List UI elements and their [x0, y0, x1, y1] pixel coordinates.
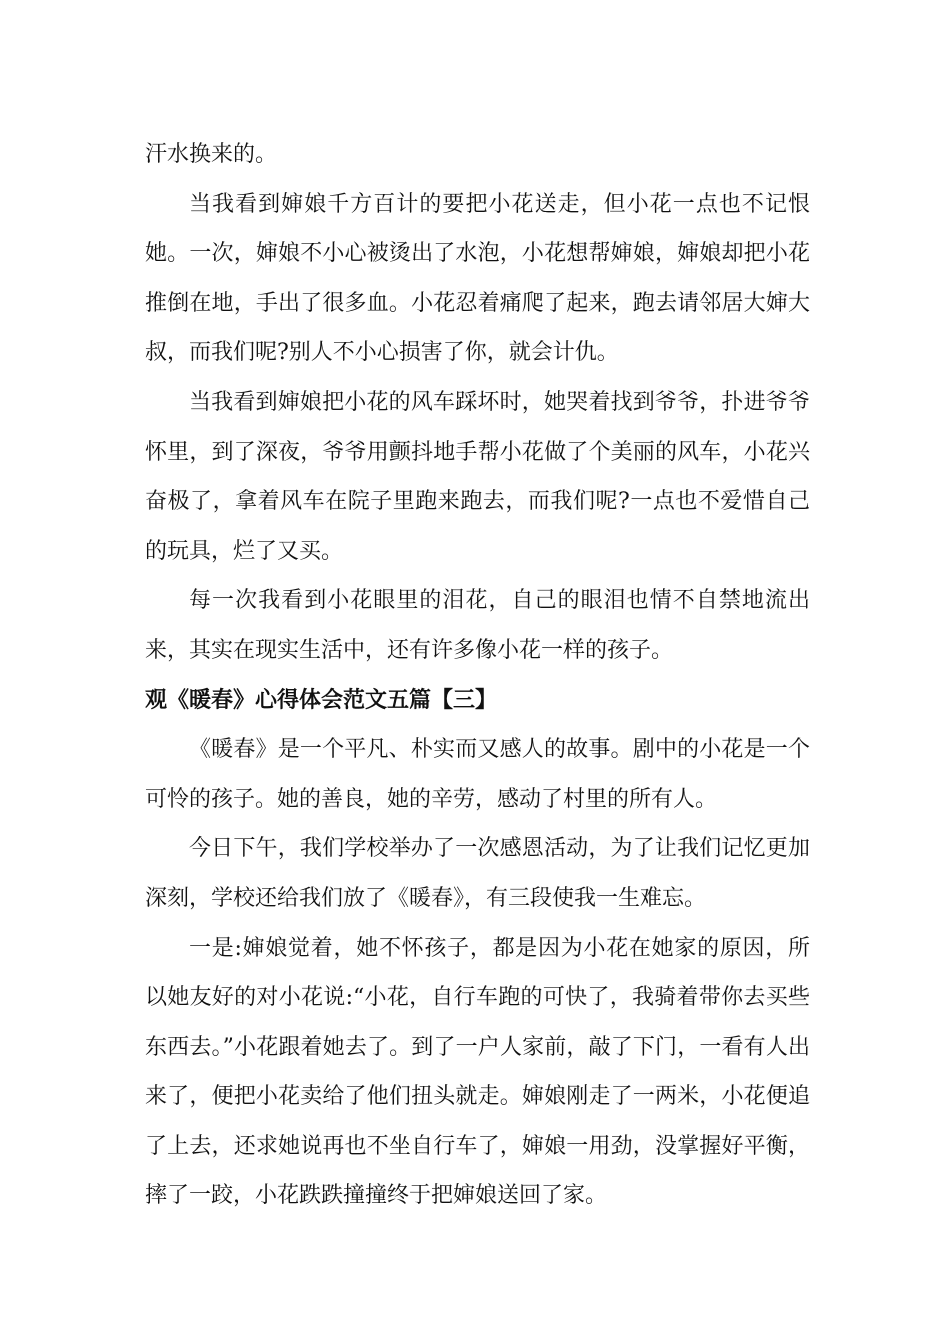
paragraph-7: 一是:婶娘觉着，她不怀孩子，都是因为小花在她家的原因，所以她友好的对小花说:“小花，自行车跑的可快了，我骑着带你去买些东西去。”小花跟着她去了。到了一户人家前，敲了下门，一看有人出来了，便把小花卖给了他们扭头就走。婶娘刚走了一两米，小花便追了上去，还求她说再也不坐自行车了，婶娘一用劲，没掌握好平衡，摔了一跤，小花跌跌撞撞终于把婶娘送回了家。 — [145, 935, 810, 1209]
paragraph-3: 当我看到婶娘把小花的风车踩坏时，她哭着找到爷爷，扑进爷爷怀里，到了深夜，爷爷用颤抖地手帮小花做了个美丽的风车，小花兴奋极了，拿着风车在院子里跑来跑去，而我们呢?一点也不爱惜自己的玩具，烂了又买。 — [145, 389, 810, 564]
paragraph-5: 《暖春》是一个平凡、朴实而又感人的故事。剧中的小花是一个可怜的孩子。她的善良，她的辛劳，感动了村里的所有人。 — [145, 737, 810, 812]
paragraph-4: 每一次我看到小花眼里的泪花，自己的眼泪也情不自禁地流出来，其实在现实生活中，还有许多像小花一样的孩子。 — [145, 588, 810, 663]
paragraph-1: 汗水换来的。 — [145, 142, 278, 167]
document-body — [145, 130, 810, 1221]
section-heading: 观《暖春》心得体会范文五篇【三】 — [145, 686, 498, 713]
paragraph-2: 当我看到婶娘千方百计的要把小花送走，但小花一点也不记恨她。一次，婶娘不小心被烫出了水泡，小花想帮婶娘，婶娘却把小花推倒在地，手出了很多血。小花忍着痛爬了起来，跑去请邻居大婶大叔，而我们呢?别人不小心损害了你，就会计仇。 — [145, 191, 810, 366]
paragraph-6: 今日下午，我们学校举办了一次感恩活动，为了让我们记忆更加深刻，学校还给我们放了《暖春》，有三段使我一生难忘。 — [145, 836, 810, 911]
